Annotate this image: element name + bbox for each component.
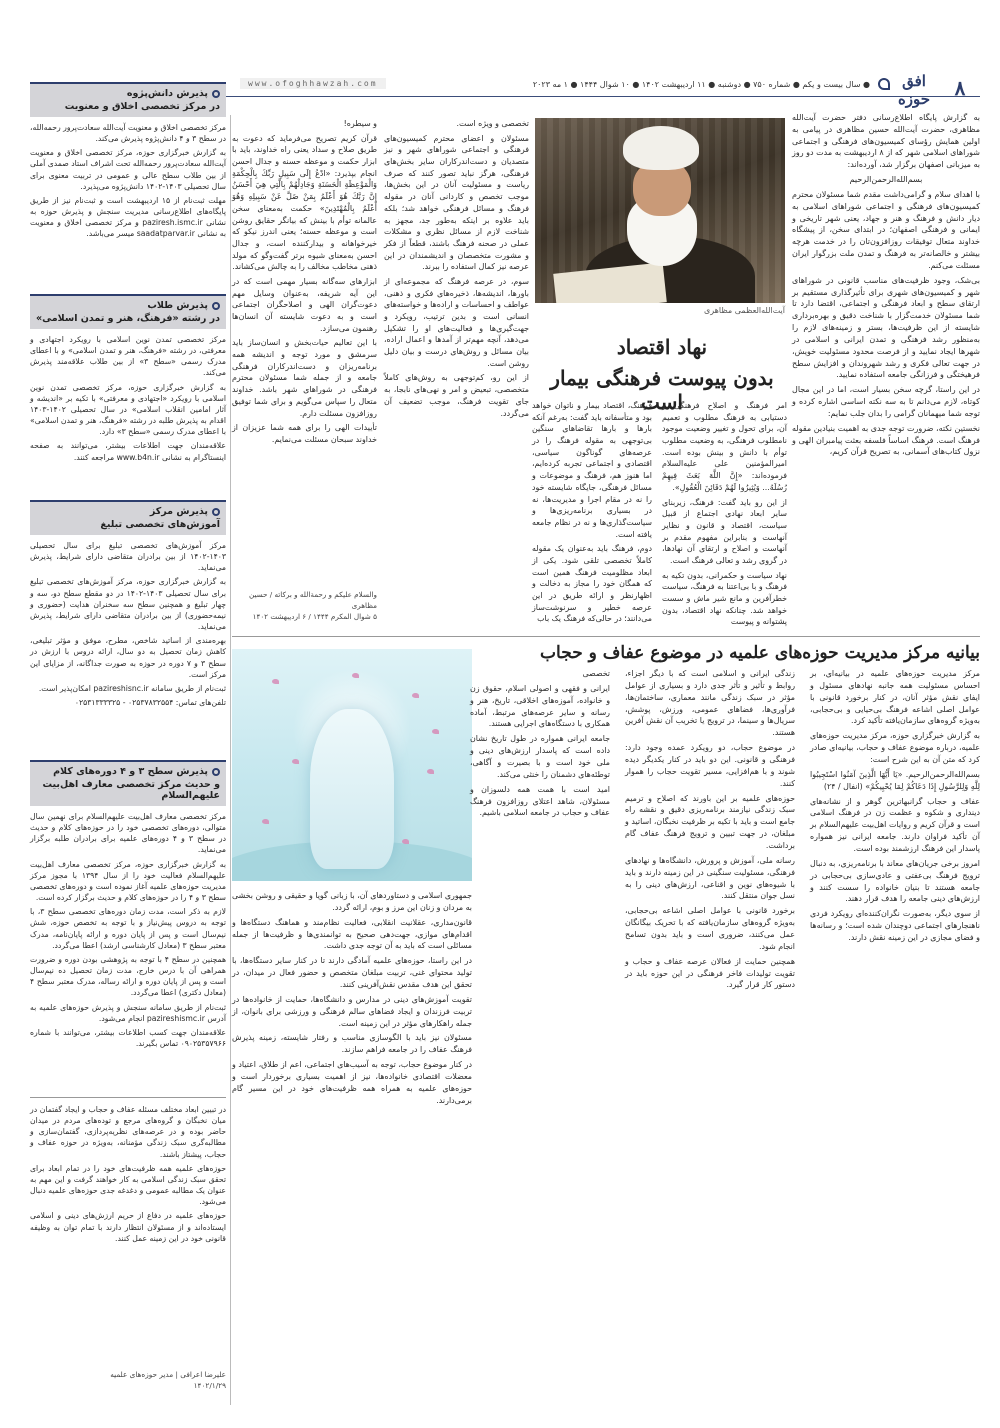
paragraph: حوزه‌های علمیه در دفاع از حریم ارزش‌های دینی و اسلامی ایستاده‌اند و از مسئولان انتظار دارند با تمام توان به وظیفه قانونی خود در این زمینه عمل کنند.: [30, 1211, 226, 1243]
announcement-subtitle: و حدیث مرکز تخصصی معارف اهل‌بیت علیهم‌السلام: [42, 779, 220, 801]
paragraph: مهلت ثبت‌نام از ۱۵ اردیبهشت است و ثبت‌نام نیز از طریق پایگاه‌های اطلاع‌رسانی مدیریت سنجش و پذیرش حوزه به نشانی paziresh.ismc.ir و مرکز تخصصی اخلاق و معنویت به نشانی saadatparvar.ir میسر می‌باشد.: [30, 195, 227, 239]
paragraph: به گزارش پایگاه اطلاع‌رسانی دفتر حضرت آیت‌الله مظاهری، حضرت آیت‌الله حسین مظاهری در پیامی به اولین همایش رؤسای کمیسیون‌های فرهنگی و اجتماعی شوراهای اسلامی شهر که از ۸ اردیبهشت به مدت دو روز به میزبانی اصفهان برگزار شد، آورده‌اند:: [792, 113, 980, 170]
paragraph: حوزه‌های علمیه همه ظرفیت‌های خود را در تمام ابعاد برای تحقق سبک زندگی اسلامی به کار خواهند گرفت و این مهم به عنوان یک مطالبه عمومی و دغدغه جدی حوزه‌های علمیه دنبال می‌شود.: [30, 1163, 226, 1207]
paragraph: ایرانی و فقهی و اصولی اسلام، حقوق زن و خانواده، آموزه‌های اخلاقی، تاریخ، هنر و رسانه و سایر عرصه‌های مرتبط، آماده همکاری با دستگاه‌های اجرایی هستند.: [470, 683, 610, 729]
announcement-subtitle: در رشته «فرهنگ، هنر و تمدن اسلامی»: [36, 313, 220, 324]
paragraph: امید است با همت همه دلسوزان و مسئولان، شاهد اعتلای روزافزون فرهنگ عفاف و حجاب در جامعه اسلامی باشیم.: [470, 784, 610, 818]
statement-headline: بیانیه مرکز مدیریت حوزه‌های علمیه در موضوع عفاف و حجاب: [540, 643, 980, 663]
paragraph: مرکز مدیریت حوزه‌های علمیه در بیانیه‌ای، بر احساس مسئولیت همه جانبه نهادهای مسئول و ایفای نقش مؤثر آنان، در کنار برخورد قانونی با عوامل اصلی اشاعه فرهنگ بی‌حیایی و بی‌حجابی، به‌ویژه گروه‌های سازمان‌یافته تأکید کرد.: [810, 669, 980, 726]
article-intro-column: [792, 112, 980, 461]
paragraph: امر فرهنگ و اصلاح فرهنگی و دستیابی به فرهنگ مطلوب و تعمیم آن، برای تحول و تغییر وضعیت موجود نامطلوب فرهنگی، به وضعیت مطلوب توأم با دانش و بینش بوده است. امیرالمؤمنین علی علیه‌السلام فرموده‌اند: «إِنَّ اللَّهَ بَعَثَ فِیهِمْ رُسُلَهُ... وَيُثِیرُوا لَهُمْ دَفَائِنَ الْعُقُولِ».: [662, 401, 787, 492]
announcement-title: پذیرش طلاب: [147, 300, 208, 311]
paragraph: علاقه‌مندان جهت کسب اطلاعات بیشتر، می‌توانند با شماره ۰۹۰۲۵۳۵۷۹۶۶ تماس بگیرند.: [30, 1027, 226, 1048]
statement-column: [810, 668, 980, 947]
paragraph: در این راستا، حوزه‌های علمیه آمادگی دارند تا در کنار سایر دستگاه‌ها، با تولید محتوای غنی، تربیت مبلغان متخصص و حضور فعال در میدان، در تحقق این هدف مقدس نقش‌آفرینی کنند.: [232, 956, 472, 990]
paragraph: نهاد سیاست و حکمرانی، بدون تکیه به فرهنگ و با بی‌اعتنا به فرهنگ، سیاست خطرآفرین و مانع شیر ماش و سست خواهد شد. چنانکه نهاد اقتصاد، بدون پشتوانه و پیوست: [662, 570, 787, 627]
announcement-ahlulbayt-center: [30, 760, 226, 1052]
paragraph: تخصصی و ویژه است.: [456, 119, 529, 128]
announcement-subtitle: آموزش‌های تخصصی تبلیغ: [100, 519, 220, 530]
paragraph: در تبیین ابعاد مختلف مسئله عفاف و حجاب و ایجاد گفتمان در میان نخبگان و گروه‌های مرجع و توده‌های مردم در میدان حاضر بوده و در عرصه‌های نظریه‌پردازی، گفتمان‌سازی و مطالبه‌گری سبک زندگی مؤمنانه، به‌ویژه در حوزه عفاف و حجاب، پیشتاز باشند.: [30, 1105, 226, 1159]
paragraph: به گزارش خبرگزاری حوزه، مرکز تخصصی معارف اهل‌بیت علیهم‌السلام فعالیت خود را از سال ۱۳۹۴ با مجوز مرکز مدیریت حوزه‌های علمیه آغاز نموده است و دوره‌های تخصصی سطح ۳ و ۴ را در حوزه‌های کلام و حدیث برگزار کرده است.: [30, 859, 226, 903]
announcement-tabligh-center: [30, 500, 226, 711]
paragraph: سوم، در عرصه فرهنگ که مجموعه‌ای از باورها، اندیشه‌ها، ذخیره‌های فکری و ذهنی، عواطف و احساسات و اراده‌ها و خواسته‌های انسانی است و بدین ترتیب، رویکرد و جهت‌گیری‌ها و فعالیت‌های او را تشکیل می‌دهد، آنچه مهم‌تر از آمدها و اعمال اراده، بیان مسائل و روش‌های درست و بیان دلیل روشن است.: [384, 276, 529, 368]
article-column: [662, 400, 787, 631]
paragraph: مسئولان و اعضای محترم کمیسیون‌های فرهنگی و اجتماعی شوراهای شهر و نیز متصدیان و دست‌اندرکاران سایر بخش‌های فرهنگی، هرگز نباید تصور کنند که صرف ریاست و مسئولیت آنان در این بخش‌ها، موجب تخصص و کاردانی آنان در مقوله فرهنگ و مسائل فرهنگی خواهد شد؛ بلکه باید علاوه بر اینکه به‌طور جد، مجهز به شناخت لازم از مسائل نظری و مشکلات عملی در صحنه فرهنگ باشند، قطعاً از فکر و مشورت متخصصان و اندیشمندان در این عرصه نیز کمال استفاده را ببرند.: [384, 133, 529, 272]
paragraph: برخورد قانونی با عوامل اصلی اشاعه بی‌حجابی، به‌ویژه گروه‌های سازمان‌یافته که با تحریک بیگانگان عمل می‌کنند، ضروری است و باید بدون تسامح انجام شود.: [625, 906, 795, 951]
announcement-title: پذیرش دانش‌پژوه: [126, 88, 208, 99]
paragraph: مرکز آموزش‌های تخصصی تبلیغ برای سال تحصیلی ۱۴۰۳-۱۴۰۲ از بین برادران متقاضی دارای شرایط، پذیرش می‌نماید.: [30, 541, 226, 573]
paragraph: رسانه ملی، آموزش و پرورش، دانشگاه‌ها و نهادهای فرهنگی، مسئولیت سنگینی در این زمینه دارند و باید با شیوه‌های نوین و اقناعی، ارزش‌های دینی را به نسل جوان منتقل کنند.: [625, 855, 795, 901]
masthead-logo: افق حوزه: [897, 72, 931, 108]
statement-continuation: [30, 1097, 226, 1247]
paragraph: نخستین نکته، ضرورت توجه جدی به اهمیت بنیادین مقوله فرهنگ است. فرهنگ اساساً فلسفه بعثت پیامبران الهی و نزول کتاب‌های آسمانی، به تصریح قرآن کریم،: [792, 423, 980, 457]
paragraph: قرآن کریم تصریح می‌فرماید که دعوت به طریق صلاح و سداد یعنی راه خداوند، باید با ابزار حکمت و موعظه حسنه و جدال احسن انجام بپذیرد: «ادْعُ إِلَى سَبِيلِ رَبِّكَ بِالْحِكْمَةِ وَالْمَوْعِظَةِ الْحَسَنَةِ وَجَادِلْهُمْ بِالَّتِي هِيَ أَحْسَنُ إِنَّ رَبَّكَ هُوَ أَعْلَمُ بِمَنْ ضَلَّ عَنْ سَبِيلِهِ وَهُوَ أَعْلَمُ بِالْمُهْتَدِينَ» حکمت به‌معنای سخن عالمانه توأم با بینش که بیانگر حقایق روشن است و موعظه حسنه؛ یعنی اندرز نیکو که خیرخواهانه و بیدارکننده است، و جدال احسن به‌معنای شیوه برتر گفت‌وگو که مولد ذهنی مخاطب مخالف را به چالش می‌کشاند.: [232, 133, 377, 272]
paragraph: مسئولان نیز باید با الگوسازی مناسب و رفتار شایسته، زمینه پذیرش فرهنگ عفاف را در جامعه فراهم سازند.: [232, 1033, 472, 1055]
paragraph: تأییدات الهی را برای همه شما عزیزان از خداوند سبحان مسئلت می‌نمایم.: [232, 423, 377, 444]
statement-body: [30, 1104, 226, 1244]
paragraph: بی‌شک، وجود ظرفیت‌های مناسب قانونی در شوراهای شهر و کمیسیون‌های شهری برای تأثیرگذاری مستقیم بر ارتقای سطح و ابعاد فرهنگی و اجتماعی، اقتضا دارد تا شما مسئولان خدمت‌گزار با شناخت دقیق و بهره‌برداری شایسته از این ظرفیت‌ها، بستر و زمینه‌های لازم را به‌منظور رشد فرهنگی و تمدن ایرانی و اسلامی در شهرها ایجاد نمایید و از فرصت محدود مسئولیت خویش، در جهت تعالی فکری و رشد شهروندان و افزایش سطح فرهیختگی و فرزانگی جامعه استفاده نمایید.: [792, 275, 980, 380]
signature-text: علیرضا اعرافی | مدیر حوزه‌های علمیه: [110, 1370, 226, 1379]
paragraph: تخصصی: [582, 669, 610, 678]
paragraph: ابزارهای سه‌گانه بسیار مهمی است که در این آیه شریفه، به‌عنوان وسایل مهم دعوت‌گران الهی و اصلاحگران اجتماعی است و به دعوت شایسته آن انسان‌ها رهنمون می‌سازد.: [232, 276, 377, 333]
top-article: [232, 110, 980, 650]
paragraph: ثبت‌نام از طریق سامانه سنجش و پذیرش حوزه‌های علمیه به آدرس pazireshismc.ir انجام می‌شود.: [30, 1002, 226, 1023]
paragraph: علاقه‌مندان جهت اطلاعات بیشتر، می‌توانند به صفحه اینستاگرام به نشانی www.b4n.ir مراجعه کنند.: [30, 441, 226, 462]
signoff-date: ۵ شوال المکرم ۱۴۴۴ / ۶ اردیبهشت ۱۴۰۲: [252, 611, 377, 621]
paragraph: در کنار موضوع حجاب، توجه به آسیب‌های اجتماعی، اعم از طلاق، اعتیاد و معضلات اقتصادی خانواده‌ها، نیز از اهمیت بسیاری برخوردار است و حوزه‌های علمیه به همراه همه ظرفیت‌های خود در این مسیر گام برمی‌دارند.: [232, 1060, 472, 1105]
paragraph: دوم، فرهنگ باید به‌عنوان یک مقوله کاملاً تخصصی تلقی شود. یکی از ابعاد مظلومیت فرهنگ همین است که همگان خود را مجاز به دخالت و اظهارنظر و ارائه طریق در این عرصه خطیر و سرنوشت‌ساز می‌دانند؛ در حالی‌که فرهنگ یک باب: [532, 544, 652, 624]
announcement-title: پذیرش مرکز: [149, 506, 208, 517]
paragraph: لازم به ذکر است، مدت زمان دوره‌های تخصصی سطح ۳، با توجه به دروس پیش‌نیاز و با توجه به تخصص حوزه، شش نیم‌سال است و پس از پایان دوره و ارائه پایان‌نامه، مدرک معتبر سطح ۳ (معادل کارشناسی ارشد) اعطا می‌گردد.: [30, 907, 226, 950]
paragraph: امروز برخی جریان‌های معاند با برنامه‌ریزی، به دنبال ترویج فرهنگ بی‌عفتی و عادی‌سازی بی‌حجابی در جامعه هستند تا بنیان خانواده را سست کنند و ارزش‌های دینی جامعه را هدف قرار دهند.: [810, 858, 980, 904]
article-headline-line1: نهاد اقتصاد: [616, 335, 708, 359]
announcement-body: [30, 540, 226, 708]
announcement-body: [30, 122, 226, 240]
announcement-title: پذیرش سطح ۳ و ۴ دوره‌های کلام: [53, 766, 208, 777]
paragraph: در موضوع حجاب، دو رویکرد عمده وجود دارد: فرهنگی و قانونی. این دو باید در کنار یکدیگر دیده شوند و با هم‌افزایی، مسیر تقویت حجاب را هموار کنند.: [625, 743, 795, 788]
paragraph: همچنین در سطح ۴ با توجه به پژوهشی بودن دوره و ضرورت همراهی آن با درس خارج، مدت زمان تحصیل ده نیم‌سال است و پس از پایان دوره و ارائه رساله، مدرک معتبر سطح ۴ (معادل دکتری) اعطا می‌گردد.: [30, 954, 227, 998]
paragraph: جامعه ایرانی همواره در طول تاریخ نشان داده است که پاسدار ارزش‌های دینی و ملی خود است و با بصیرت و آگاهی، توطئه‌های دشمنان را خنثی می‌کند.: [470, 734, 610, 779]
paragraph: در این راستا، گرچه سخن بسیار است، اما در این مجال کوتاه، لازم می‌دانم تا به سه نکته اساسی اشاره کرده و توجه شما میهمانان گرامی را بدان جلب نمایم:: [792, 385, 980, 418]
paragraph: بهره‌مندی از اساتید شاخص، مطرح، موفق و مؤثر تبلیغی، کاهش زمان تحصیل به دو سال، ارائه دروس با ارزش در سطح ۳ و ۷ دوره در حوزه به صورت جداگانه، از مزایای این مرکز است.: [30, 636, 227, 679]
photo-caption: آیت‌الله‌العظمی مظاهری: [704, 306, 785, 315]
page-number: ۸: [954, 76, 966, 100]
paragraph: از سوی دیگر، به‌صورت نگران‌کننده‌ای رویکرد فردی ناهنجارهای اجتماعی دوچندان شده است؛ و رسانه‌ها و فضای مجازی در این زمینه نقش دارند.: [810, 909, 980, 943]
bullet-icon: [212, 90, 220, 98]
announcement-subtitle: در مرکز تخصصی اخلاق و معنویت: [64, 101, 220, 112]
paragraph: بسم‌الله‌الرحمن‌الرحیم. «يَا أَيُّهَا الَّذِينَ آمَنُوا اسْتَجِيبُوا لِلَّهِ وَلِلرَّسُولِ إِذَا دَعَاكُمْ لِمَا يُحْيِيكُمْ» (انفال / ۲۴): [810, 769, 980, 791]
paragraph: به گزارش خبرگزاری حوزه، مرکز تخصصی اخلاق و معنویت آیت‌الله سعادت‌پرور رحمه‌الله تحت اشراف استاد صمدی آملی از بین طلاب سطح عالی و عمومی در تربیت معنوی برای سال تحصیلی ۱۴۰۳-۱۴۰۲ دانش‌پژوه می‌پذیرد.: [30, 148, 226, 191]
bullet-icon: [212, 508, 220, 516]
paragraph: مرکز تخصصی تمدن نوین اسلامی با رویکرد اجتهادی و معرفتی، در رشته «فرهنگ، هنر و تمدن اسلامی» و با اعطای مدرک رسمی «سطح ۳» از بین طلاب علاقه‌مند پذیرش می‌کند.: [30, 335, 226, 378]
statement-column: [470, 668, 610, 822]
paragraph: و سیطره!: [343, 119, 377, 128]
paragraph: به گزارش خبرگزاری حوزه، مرکز مدیریت حوزه‌های علمیه، درباره موضوع عفاف و حجاب، بیانیه‌ای صادر کرد که متن آن به این شرح است:: [810, 731, 980, 765]
paragraph: بسم‌الله‌الرحمن‌الرحیم: [849, 175, 923, 185]
paragraph: تلفن‌های تماس: ۰۲۵۳۷۸۳۲۵۵۴ - ۰۲۵۳۱۳۳۳۳۲۵: [74, 698, 226, 708]
paragraph: زندگی ایرانی و اسلامی است که با دیگر اجزاء، روابط و تأثیر و تأثر جدی دارد و بسیاری از عوامل مؤثر در سبک زندگی مانند معماری، ساختمان‌ها، فرآوری‌ها، فضاهای عمومی، ورزش، پوشش، سریال‌ها و سینما، در ترویج یا تخریب آن نقش آفرین هستند.: [625, 669, 795, 738]
signoff-name: والسلام علیکم و رحمةالله و برکاته / حسین مظاهری: [248, 590, 377, 610]
signature-date: ۱۴۰۲/۱/۲۹: [193, 1380, 226, 1390]
article-signoff: [232, 590, 377, 622]
announcement-ethics-center: [30, 82, 226, 243]
logo-icon: [878, 78, 890, 90]
statement-body: [232, 668, 980, 1408]
paragraph: جمهوری اسلامی و دستاوردهای آن، با زبانی گویا و حقیقی و روشن بخشی به مردان و زنان این مرز و بوم، ارائه گردد.: [232, 891, 472, 912]
paragraph: همچنین حمایت از فعالان عرصه عفاف و حجاب و تقویت تولیدات فاخر فرهنگی در این حوزه باید در دستور کار قرار گیرد.: [625, 956, 795, 990]
paragraph: مرکز تخصصی معارف اهل‌بیت علیهم‌السلام برای نهمین سال متوالی، دوره‌های تخصصی خود را در حوزه‌های کلام و حدیث در سطح ۳ و ۴ دوره‌های علمیه برای برادران طلبه برگزار می‌نماید.: [30, 812, 226, 855]
section-divider: [232, 636, 980, 637]
announcement-body: [30, 811, 226, 1049]
column-divider: [230, 115, 231, 1405]
article-column: [384, 118, 529, 422]
bullet-icon: [212, 768, 220, 776]
sidebar-announcements: [30, 82, 226, 1407]
paragraph: فرهنگ، اقتصاد بیمار و ناتوان خواهد بود و متأسفانه باید گفت: به‌رغم آنکه بارها و بارها تقاضاهای سنگین بی‌توجهی به مقوله فرهنگ را در عرصه‌های گوناگون سیاسی، اقتصادی و اجتماعی تجربه کرده‌ایم، اما هنوز هم، فرهنگ و موضوعات و مسائل فرهنگی، جایگاه شایسته خود را نه در مقام اجرا و مدیریت‌ها، نه در بسیاری برنامه‌ریزی‌ها و سیاست‌گذاری‌ها و نه در نظام جامعه یافته است.: [532, 401, 652, 539]
announcement-civilization-center: [30, 294, 226, 466]
paragraph: حوزه‌های علمیه بر این باورند که اصلاح و ترمیم سبک زندگی نیازمند برنامه‌ریزی دقیق و نقشه راه جامع است و باید با تکیه بر ظرفیت نخبگان، اساتید و مبلغان، در جهت تبیین و ترویج فرهنگ عفاف گام برداشت.: [625, 793, 795, 851]
paragraph: با اهدای سلام و گرامی‌داشت مقدم شما مسئولان محترم کمیسیون‌های فرهنگی و اجتماعی شوراهای اسلامی به دیار دانش و فرهنگ و هنر و جهاد، یعنی شهر تاریخی و ایمانی و فرهنگی اصفهان؛ در ابتدای سخن، از پیشگاه خداوند متعال توفیقات روزافزون‌تان را در خدمت هرچه بیشتر و خالصانه‌تر به فرهنگ و تمدن ملت بزرگوار ایران مسئلت می‌کنم.: [792, 189, 980, 270]
paragraph: به گزارش خبرگزاری حوزه، مرکز تخصصی تمدن نوین اسلامی با رویکرد «اجتهادی و معرفتی» با تکیه بر «اندیشه و آثار امامین انقلاب اسلامی» در سال تحصیلی ۱۴۰۲-۱۴۰۳ اقدام به پذیرش طلبه در رشته «فرهنگ، هنر و تمدن اسلامی» با اعطای مدرک رسمی «سطح ۳» دارد.: [30, 382, 226, 437]
statement-column: [232, 890, 472, 1110]
paragraph: قانون‌مداری، عقلانیت انقلابی، فعالیت نظام‌مند و هماهنگ دستگاه‌ها و اقدام‌های موازی، جهت‌دهی صحیح به توانمندی‌ها و ظرفیت‌ها از جمله مسائلی است که باید به آن توجه جدی داشت.: [232, 917, 472, 951]
paragraph: از این رو، کم‌توجهی به روش‌های کاملاً متخصصی، تبعیض و امر و نهی‌های نابجا، به جای تقویت فرهنگ، موجب تضعیف آن می‌گردد.: [384, 373, 529, 418]
bullet-icon: [212, 302, 220, 310]
article-headline-line2: بدون پیوست فرهنگی بیمار است: [550, 366, 774, 414]
website-url[interactable]: www.ofoghhawzah.com: [240, 78, 386, 89]
paragraph: به گزارش خبرگزاری حوزه، مرکز آموزش‌های تخصصی تبلیغ برای سال تحصیلی ۱۴۰۳-۱۴۰۲ در دو مقطع سطح دو، سه و چهار تبلیغ و همچنین سطح سه سخنران هدایت (حضوری و نیمه‌حضوری) از بین برادران متقاضی دارای شرایط، پذیرش می‌نماید.: [30, 577, 226, 632]
statement-signature: [30, 1370, 226, 1392]
paragraph: با این تعالیم حیات‌بخش و انسان‌ساز باید سرمشق و مورد توجه و اندیشه همه برنامه‌ریزان و دست‌اندرکاران فرهنگی جامعه و از جمله شما مسئولان محترم فرهنگی در شوراهای شهر باشد. خداوند متعال را سپاس می‌گویم و برای شما توفیق روزافزون مسئلت دارم.: [232, 338, 377, 418]
announcement-body: [30, 334, 226, 463]
paragraph: مرکز تخصصی اخلاق و معنویت آیت‌الله سعادت‌پرور رحمه‌الله، در سطح ۳ و ۴ دانش‌پژوه پذیرش می‌کند.: [30, 123, 226, 144]
article-column: [532, 400, 652, 628]
paragraph: عفاف و حجاب گرانبهاترین گوهر و از نشانه‌های دینداری و شکوه و عظمت زن در فرهنگ اسلامی است و قرآن کریم و روایات اهل‌بیت علیهم‌السلام بر آن تأکید فراوان دارند. جامعه ایرانی نیز همواره پاسدار این فرهنگ ارزشمند بوده است.: [810, 796, 980, 854]
issue-info: ● سال بیست و یکم ● شماره ۷۵۰ ● دوشنبه ● ۱۱ اردیبهشت ۱۴۰۲ ● ۱۰ شوال ۱۴۴۴ ● ۱ مه ۲۰۲۳: [532, 80, 870, 89]
article-column: [232, 118, 377, 449]
statement-column: [625, 668, 795, 994]
paragraph: از این رو باید گفت: فرهنگ، زیربنای سایر ابعاد نهادی اجتماع از قبیل سیاست، اقتصاد و قانون و نظایر آنهاست و بنابراین مفهوم مقدم بر آنهاست و اصلاح و ارتقای آن نهادها، در گروی رشد و تعالی فرهنگ است.: [662, 497, 787, 565]
paragraph: تقویت آموزش‌های دینی در مدارس و دانشگاه‌ها، حمایت از خانواده‌ها در تربیت فرزندان و ایجاد فضاهای سالم فرهنگی و ورزشی برای بانوان، از جمله راهکارهای مؤثر در این زمینه است.: [232, 994, 472, 1028]
cleric-photo: [535, 118, 785, 303]
paragraph: ثبت‌نام از طریق سامانه pazireshisnc.ir امکان‌پذیر است.: [38, 683, 226, 693]
